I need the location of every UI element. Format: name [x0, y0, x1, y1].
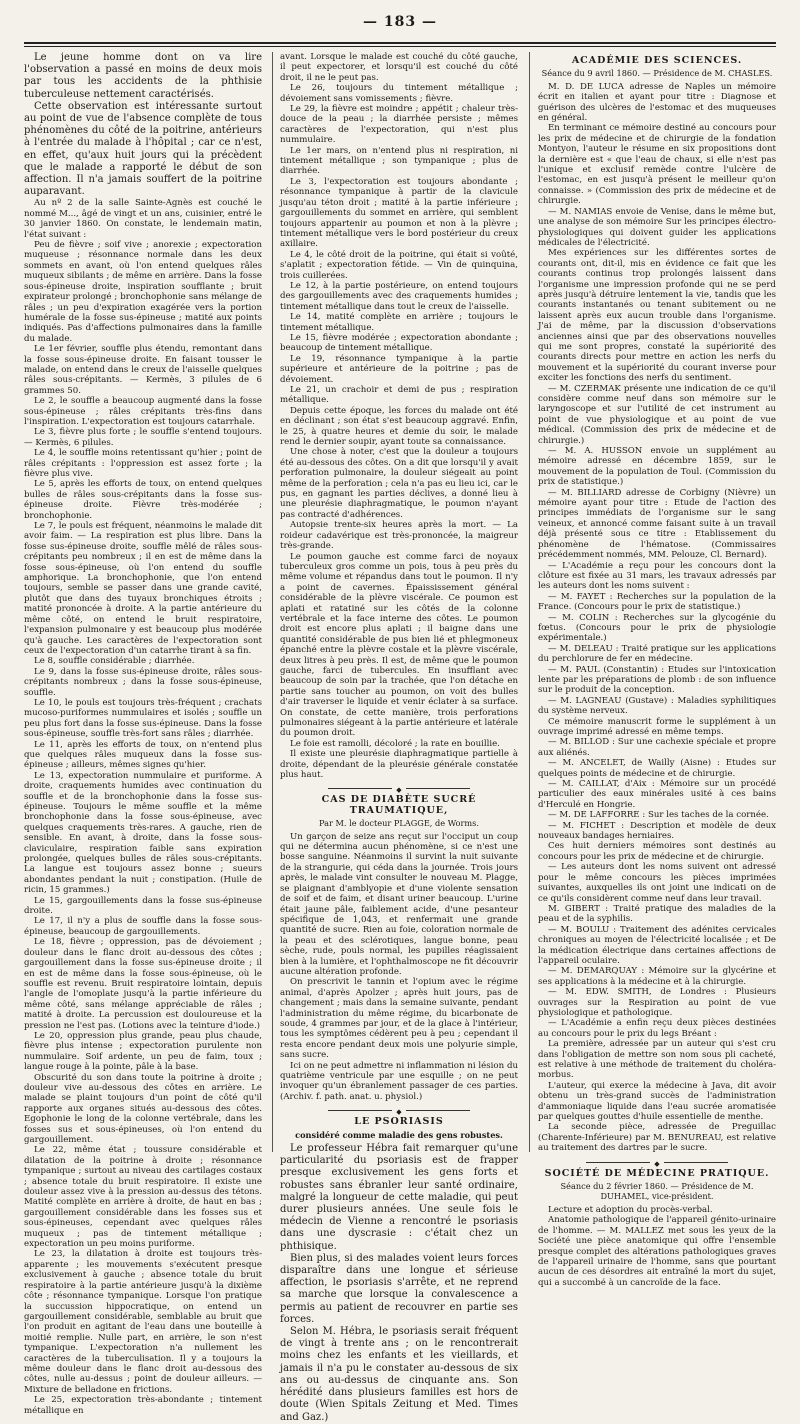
col3-paragraph: — M. CAILLAT, d'Aix : Mémoire sur un procédé particulier des eaux minérales usité à ces bains d'Herculé en Hongrie. — [538, 779, 776, 810]
column-3 — [538, 52, 776, 1288]
col1-paragraph: Le 9, dans la fosse sus-épineuse droite, râles sous-crépitants nombreux ; dans la fosse sous-épineuse, souffle. — [24, 666, 262, 698]
col2-paragraph: Le professeur Hébra fait remarquer qu'une particularité du psoriasis est de frapper presque exclusivement les gens forts et robustes sans ébranler leur santé ordinaire, malgré la longueur de cette maladie, qui peut durer plusieurs années. Une seule fois le médecin de Vienne a rencontré le psoriasis dans une dyscrasie : c'était chez un phthisique. — [280, 1143, 518, 1252]
session-date: Séance du 9 avril 1860. — Présidence de M. CHASLES. — [541, 68, 773, 79]
col3-paragraph: — M. A. HUSSON envoie un supplément au mémoire adressé en décembre 1859, sur le mouvement de la population de Toul. (Commission du prix de statistique.) — [538, 446, 776, 488]
col2-paragraph: Une chose à noter, c'est que la douleur a toujours été au-dessous des côtes. On a dit que lorsqu'il y avait perforation pulmonaire, la douleur siégeait au point même de la perforation ; cela n'a pas eu lieu ici, car le pus, en gagnant les parties déclives, a donné lieu à une pleurésie diaphragmatique, le poumon n'ayant pas contracté d'adhérences. — [280, 447, 518, 520]
section-title-diabete: CAS DE DIABÈTE SUCRÉ TRAUMATIQUE, — [321, 794, 477, 816]
section-divider: ◆ — [280, 785, 518, 791]
col1-paragraph: Le 23, la dilatation à droite est toujours très-apparente ; les mouvements s'exécutent presque exclusivement à gauche ; absence totale du bruit respiratoire à la partie antérieure jusqu'à la dixième côte ; résonnance tympanique. Lorsque l'on pratique la succussion hippocratique, on entend un gargouillement considérable, semblable au bruit que l'on produit en agitant de l'eau dans une bouteille à moitié remplie. Nulle part, en arrière, le son n'est tympanique. L'expectoration n'a nullement les caractères de la tuberculisation. Il y a toujours la même douleur dans le flanc droit au-dessous des côtes, nulle au-dessus ; point de douleur ailleurs. — Mixture de belladone en frictions. — [24, 1249, 262, 1395]
col1-paragraph: Le 5, après les efforts de toux, on entend quelques bulles de râles sous-crépitants dans la fosse sus-épineuse droite. Fièvre très-modérée ; bronchophonie. — [24, 479, 262, 521]
col1-paragraph: Le 7, le pouls est fréquent, néanmoins le malade dit avoir faim. — La respiration est plus libre. Dans la fosse sus-épineuse droite, souffle mêlé de râles sous-crépitants peu nombreux ; il en est de même dans la fosse sous-épineuse, où l'on entend du souffle amphorique. La bronchophonie, que l'on entend toujours, semble se passer dans une grande cavité, plutôt que dans des tuyaux bronchiques étroits ; matité prononcée à droite. A la partie antérieure du même côté, on entend le bruit respiratoire, l'expansion pulmonaire y est beaucoup plus modérée qu'à gauche. Les caractères de l'expectoration sont ceux de l'expectoration d'un catarrhe tirant à sa fin. — [24, 521, 262, 656]
header-rule-thin — [24, 46, 776, 47]
col1-paragraph: Obscurité du son dans toute la poitrine à droite ; douleur vive au-dessous des côtes en arrière. Le malade se plaint toujours d'un point de côté qu'il rapporte aux organes situés au-dessous des côtes. Egophonie le long de la colonne vertébrale, dans les fosses sus et sous-épineuses, où l'on entend du gargouillement. — [24, 1072, 262, 1145]
section-title-academie: ACADÉMIE DES SCIENCES. — [571, 55, 743, 66]
col3-paragraph: M. D. DE LUCA adresse de Naples un mémoire écrit en italien et ayant pour titre : Diagnose et guérison des ulcères de l'estomac et des muqueuses en général. — [538, 81, 776, 124]
col2-paragraph: Le 26, toujours du tintement métallique ; dévoiement sans vomissements ; fièvre. — [280, 83, 518, 104]
col3-paragraph: Mes expériences sur les différentes sortes de courants ont, dit-il, mis en évidence ce fait que les courants continus trop prolongés laissent dans l'organisme une impression profonde qui ne se perd après jusqu'à détruire lentement la vie, tandis que les courants instantanés ou tenant subitement ou ne laissent après eux aucun trouble dans l'organisme. J'ai de même, par la discussion d'observations anciennes ainsi que par des observations nouvelles qui me sont propres, constaté la supériorité des courants directs pour mettre en action les nerfs du mouvement et la supériorité du courant inverse pour exciter les fonctions des nerfs du sentiment. — [538, 248, 776, 384]
col1-paragraph: Le 3, fièvre plus forte ; le souffle s'entend toujours. — Kermès, 6 pilules. — [24, 427, 262, 448]
col2-paragraph: Le 14, matité complète en arrière ; toujours le tintement métallique. — [280, 312, 518, 333]
col1-paragraph: Le 17, il n'y a plus de souffle dans la fosse sous-épineuse, beaucoup de gargouillements. — [24, 916, 262, 937]
col3-paragraph: — M. BILLOD : Sur une cachexie spéciale et propre aux aliénés. — [538, 737, 776, 758]
col2-paragraph: Le 1er mars, on n'entend plus ni respiration, ni tintement métallique ; son tympanique ; plus de diarrhée. — [280, 145, 518, 177]
section-title-societe: SOCIÉTÉ DE MÉDECINE PRATIQUE. — [544, 1167, 770, 1179]
newspaper-page — [24, 0, 776, 1423]
col1-paragraph: Le 1er février, souffle plus étendu, remontant dans la fosse sous-épineuse droite. En faisant tousser le malade, on entend dans le creux de l'aisselle quelques râles sous-crépitants. — Kermès, 3 pilules de 6 grammes 50. — [24, 344, 262, 396]
col2-paragraph: Le 3, l'expectoration est toujours abondante ; résonnance tympanique à partir de la clavicule jusqu'au téton droit ; matité à la partie inférieure ; gargouillements du sommet en arrière, qui semblent toujours appartenir au poumon et non à la plèvre ; tintement métallique vers le bord postérieur du creux axillaire. — [280, 176, 518, 250]
col1-paragraph: Le 15, gargouillements dans la fosse sus-épineuse droite. — [24, 895, 262, 917]
session-date: Séance du 2 février 1860. — Présidence de M. DUHAMEL, vice-président. — [560, 1181, 754, 1202]
col3-paragraph: — M. ANCELET, de Wailly (Aisne) : Etudes sur quelques points de médecine et de chirurgie. — [538, 758, 776, 779]
col3-paragraph: En terminant ce mémoire destiné au concours pour les prix de médecine et de chirurgie de la fondation Montyon, l'auteur le résume en six propositions dont la dernière est « que l'eau de chaux, si elle n'est pas l'unique et exclusif remède contre l'ulcère de l'estomac, en est jusqu'à présent le meilleur qu'on connaisse. » (Commission des prix de médecine et de chirurgie. — [538, 123, 776, 207]
col3-paragraph: — M. PAUL (Constantin) : Etudes sur l'intoxication lente par les préparations de plomb : de son influence sur le produit de la conception. — [538, 664, 776, 696]
col3-paragraph: Lecture et adoption du procès-verbal. — [548, 1204, 713, 1215]
section-title-psoriasis: LE PSORIASIS — [354, 1116, 444, 1128]
col2-paragraph: Le 12, à la partie postérieure, on entend toujours des gargouillements avec des craquements humides ; tintement métallique dans tout le creux de l'aisselle. — [280, 280, 518, 312]
col2-paragraph: On prescrivit le tannin et l'opium avec le régime animal, d'après Apolzer ; après huit jours, pas de changement ; mais dans la semaine suivante, pendant l'administration du même régime, du bicarbonate de soude, 4 grammes par jour, et de la glace à l'intérieur, tous les symptômes cédèrent peu à peu ; cependant il resta encore pendant deux mois une polyurie simple, sans sucre. — [280, 977, 518, 1061]
col2-paragraph: Le 15, fièvre modérée ; expectoration abondante ; beaucoup de tintement métallique. — [280, 332, 518, 354]
col1-paragraph: Cette observation est intéressante surtout au point de vue de l'absence complète de tous phénomènes du côté de la poitrine, antérieurs à l'entrée du malade à l'hôpital ; car ce n'est, en effet, qu'aux huit jours qui la précèdent que le malade a rapporté le début de son affection. Il n'a jamais souffert de la poitrine auparavant. — [24, 100, 262, 198]
col3-paragraph: — M. COLIN : Recherches sur la glycogénie du fœtus. (Concours pour le prix de physiologie expérimentale.) — [538, 612, 776, 644]
col3-paragraph: Ces huit derniers mémoires sont destinés au concours pour les prix de médecine et de chirurgie. — [538, 841, 776, 862]
col1-paragraph: Le 4, le souffle moins retentissant qu'hier ; point de râles crépitants : l'oppression est assez forte ; la fièvre plus vive. — [24, 448, 262, 479]
col3-paragraph: M. GIBERT : Traité pratique des maladies de la peau et de la syphilis. — [538, 903, 776, 925]
col3-paragraph: — M. DE LAFFORRE : Sur les taches de la cornée. — [548, 810, 769, 821]
col2-paragraph: Un garçon de seize ans reçut sur l'occiput un coup qui ne détermina aucun phénomène, si ce n'est une bosse sanguine. Néanmoins il survint la nuit suivante de la strangurie, qui céda dans la journée. Trois jours après, le malade vint consulter le nouveau M. Plagge, se plaignant d'amblyopie et d'une violente sensation de soif et de faim, et disant uriner beaucoup. L'urine était jaune pâle, faiblement acide, d'une pesanteur spécifique de 1,043, et renfermait une grande quantité de sucre. Rien au foie, coloration normale de la peau et des sclérotiques, langue bonne, peau sèche, rude, pouls normal, les pupilles réagissaient bien à la lumière, et l'ophthalmoscope ne fit découvrir aucune altération profonde. — [280, 831, 518, 977]
column-divider — [529, 52, 530, 1152]
col1-paragraph: Le 18, fièvre ; oppression, pas de dévoiement ; douleur dans le flanc droit au-dessous des côtes ; gargouillement dans la fosse sus-épineuse droite ; il en est de même dans la fosse sous-épineuse, où le souffle est revenu. Bruit respiratoire lointain, depuis l'angle de l'omoplate jusqu'à la partie inférieure du même côté, sans mélange appréciable de râles ; matité à droite. La percussion est douloureuse et la pression ne l'est pas. (Lotions avec la teinture d'iode.) — [24, 937, 262, 1031]
col2-paragraph: Autopsie trente-six heures après la mort. — La roideur cadavérique est très-prononcée, la maigreur très-grande. — [280, 520, 518, 552]
col1-paragraph: Le 13, expectoration nummulaire et puriforme. A droite, craquements humides avec continuation du souffle et de la bronchophonie dans la fosse sus-épineuse. Toujours le même souffle et la même bronchophonie dans la fosse sous-épineuse, avec quelques craquements très-rares. A gauche, rien de sensible. En avant, à droite, dans la fosse sous-claviculaire, respiration faible sans expiration prolongée, quelques bulles de râles sous-crépitants. La langue est toujours assez bonne ; sueurs abondantes pendant la nuit ; constipation. (Huile de ricin, 15 grammes.) — [24, 770, 262, 896]
col3-paragraph: — M. BOULU : Traitement des adénites cervicales chroniques au moyen de l'électricité localisée ; et De la médication électrique dans certaines affections de l'appareil oculaire. — [538, 924, 776, 966]
col3-paragraph: — M. FICHET : Description et modèle de deux nouveaux bandages herniaires. — [538, 820, 776, 842]
col1-paragraph: Le 20, oppression plus grande, peau plus chaude, fièvre plus intense ; expectoration purulente non nummulaire. Soif ardente, un peu de faim, toux ; langue rouge à la pointe, pâle à la base. — [24, 1030, 262, 1073]
column-1 — [24, 52, 262, 1416]
header-rule — [24, 42, 776, 44]
col1-paragraph: Au nº 2 de la salle Sainte-Agnès est couché le nommé M..., âgé de vingt et un ans, cuisinier, entré le 30 janvier 1860. On constate, le lendemain matin, l'état suivant : — [24, 198, 262, 240]
col1-paragraph: Le jeune homme dont on va lire l'observation a passé en moins de deux mois par tous les accidents de la phthisie tuberculeuse nettement caractérisés. — [24, 52, 262, 100]
col2-paragraph: avant. Lorsque le malade est couché du côté gauche, il peut expectorer, et lorsqu'il est couché du côté droit, il ne le peut pas. — [280, 52, 518, 83]
section-divider: ◆ — [280, 1107, 518, 1113]
col1-paragraph: Le 22, même état ; toussure considérable et dilatation de la poitrine à droite ; résonnance tympanique ; surtout au niveau des cartilages costaux ; absence totale du bruit respiratoire. Il existe une douleur assez vive à la pression au-dessus des tétons. Matité complète en arrière à droite, de haut en bas ; gargouillement considérable dans les fosses sus et sous-épineuses, cependant avec quelques râles muqueux ; pas de tintement métallique ; expectoration un peu moins puriforme. — [24, 1145, 262, 1250]
col3-paragraph: La seconde pièce, adressée de Preguillac (Charente-Inférieure) par M. BENUREAU, est relative au traitement des dartres par le sucre. — [538, 1122, 776, 1154]
col3-paragraph: — L'Académie a reçu pour les concours dont la clôture est fixée au 31 mars, les travaux adressés par les auteurs dont les noms suivent : — [538, 560, 776, 592]
col3-paragraph: — L'Académie a enfin reçu deux pièces destinées au concours pour le prix du legs Bréant : — [538, 1018, 776, 1039]
col3-paragraph: Anatomie pathologique de l'appareil génito-urinaire de l'homme. — M. MALLEZ met sous les yeux de la Société une pièce anatomique qui offre l'ensemble presque complet des altérations pathologiques graves de l'appareil urinaire de l'homme, sans que pourtant aucun de ces désordres ait entraîné la mort du sujet, qui a succombé à un cancroïde de la face. — [538, 1215, 776, 1288]
col3-paragraph: — M. EDW. SMITH, de Londres : Plusieurs ouvrages sur la Respiration au point de vue physiologique et pathologique. — [538, 987, 776, 1018]
col3-paragraph: — M. BILLIARD adresse de Corbigny (Nièvre) un mémoire ayant pour titre : Etude de l'action des principes immédiats de l'organisme sur le sang veineux, et annoncé comme faisant suite à un travail déjà présenté sous ce titre : Etablissement du phénomène de l'hématose. (Commissaires précédemment nommés, MM. Pelouze, Cl. Bernard). — [538, 487, 776, 561]
section-divider: ◆ — [538, 1159, 776, 1165]
col3-paragraph: L'auteur, qui exerce la médecine à Java, dit avoir obtenu un très-grand succès de l'administration d'ammoniaque liquide dans l'eau sucrée aromatisée par quelques gouttes d'huile essentielle de menthe. — [538, 1080, 776, 1123]
column-divider — [272, 52, 273, 1152]
col2-paragraph: Le 4, le côté droit de la poitrine, qui était si voûté, s'aplatit ; expectoration fétide. — Vin de quinquina, trois cuillerées. — [280, 249, 518, 281]
col1-paragraph: Le 8, souffle considérable ; diarrhée. — [34, 656, 195, 667]
section-subtitle-text: considéré comme maladie des gens robustes. — [295, 1129, 503, 1140]
col3-paragraph: — M. DEMARQUAY : Mémoire sur la glycérine et ses applications à la médecine et à la chirurgie. — [538, 966, 776, 987]
col3-paragraph: — M. LAGNEAU (Gustave) : Maladies syphilitiques du système nerveux. — [538, 695, 776, 717]
col3-paragraph: — M. NAMIAS envoie de Venise, dans le même but, une analyse de son mémoire Sur les principes électro-physiologiques qui doivent guider les applications médicales de l'électricité. — [538, 206, 776, 248]
col3-paragraph: — M. CZERMAK présente une indication de ce qu'il considère comme neuf dans son mémoire sur le laryngoscope et sur l'utilité de cet instrument au point de vue physiologique et au point de vue médical. (Commission des prix de médecine et de chirurgie.) — [538, 383, 776, 446]
section-subtitle — [280, 1130, 518, 1140]
col1-paragraph: Le 25, expectoration très-abondante ; tintement métallique en — [24, 1395, 262, 1416]
col1-paragraph: Le 10, le pouls est toujours très-fréquent ; crachats mucoso-puriformes nummulaires et isolés ; souffle un peu plus fort dans la fosse sus-épineuse. Dans la fosse sous-épineuse, souffle très-fort sans râles ; diarrhée. — [24, 697, 262, 740]
col2-paragraph: Le 19, résonnance tympanique à la partie supérieure et antérieure de la poitrine ; pas de dévoiement. — [280, 353, 518, 385]
col1-paragraph: Le 11, après les efforts de toux, on n'entend plus que quelques râles muqueux dans la fosse sus-épineuse ; ailleurs, mêmes signes qu'hier. — [24, 739, 262, 771]
col2-paragraph: Il existe une pleurésie diaphragmatique partielle à droite, dépendant de la pleurésie générale constatée plus haut. — [280, 749, 518, 781]
page-number: — 183 — — [363, 14, 437, 30]
col3-paragraph: — M. FAYET : Recherches sur la population de la France. (Concours pour le prix de statistique.) — [538, 591, 776, 613]
col3-paragraph: Ce mémoire manuscrit forme le supplément à un ouvrage imprimé adressé en même temps. — [538, 716, 776, 737]
col2-paragraph: Selon M. Hébra, le psoriasis serait fréquent de vingt à trente ans ; on le rencontrerait moins chez les enfants et les vieillards, et jamais il n'a pu le constater au-dessous de six ans ou au-dessus de cinquante ans. Son hérédité dans plusieurs familles est hors de doute (Wien Spitals Zeitung et Med. Times and Gaz.) — [280, 1326, 518, 1423]
col2-paragraph: Ici on ne peut admettre ni inflammation ni lésion du quatrième ventricule par une esquille ; on ne peut invoquer qu'un ébranlement passager de ces parties. (Archiv. f. path. anat. u. physiol.) — [280, 1060, 518, 1102]
col2-paragraph: Le foie est ramolli, décoloré ; la rate en bouillie. — [290, 738, 500, 749]
col3-paragraph: — M. DELEAU : Traité pratique sur les applications du perchlorure de fer en médecine. — [538, 643, 776, 665]
col1-paragraph: Peu de fièvre ; soif vive ; anorexie ; expectoration muqueuse ; résonnance normale dans les deux sommets en avant, où l'on entend quelques râles muqueux sibilants ; de même en arrière. Dans la fosse sous-épineuse droite, inspiration soufflante ; bruit expirateur prolongé ; bronchophonie sans mélange de râles ; un peu d'expiration exagérée vers la portion humérale de la fosse sus-épineuse ; matité aux points indiqués. Pas d'affections pulmonaires dans la famille du malade. — [24, 240, 262, 344]
col2-paragraph: Le poumon gauche est comme farci de noyaux tuberculeux gros comme un pois, tous à peu près du même volume et répandus dans tout le poumon. Il n'y a point de cavernes. Épaississement général considérable de la plèvre viscérale. Ce poumon est aplati et ratatiné sur les côtés de la colonne vertébrale et la face interne des côtes. Le poumon droit est encore plus aplati ; il baigne dans une quantité considérable de pus bien lié et phlegmoneux épanché entre la plèvre costale et la plèvre viscérale, deux litres à peu près. Il est, de même que le poumon gauche, farci de tubercules. En insufflant avec beaucoup de soin par la trachée, que l'on détache en partie sans toucher au poumon, on voit des bulles d'air traverser le liquide et venir éclater à sa surface. On constate, de cette manière, trois perforations pulmonaires siégeant à la partie antérieure et latérale du poumon droit. — [280, 551, 518, 739]
col2-paragraph: Le 29, la fièvre est moindre ; appétit ; chaleur très-douce de la peau ; la diarrhée persiste ; mêmes caractères de l'expectoration, qui n'est plus nummulaire. — [280, 104, 518, 146]
column-2 — [280, 52, 518, 1423]
col2-paragraph: Bien plus, si des malades voient leurs forces disparaître dans une longue et sérieuse affection, le psoriasis s'arrête, et ne reprend sa marche que lorsque la convalescence a permis au patient de recouvrer en partie ses forces. — [280, 1252, 518, 1325]
section-author: Par M. le docteur PLAGGE, de Worms. — [319, 818, 479, 829]
col3-paragraph: — Les auteurs dont les noms suivent ont adressé pour le même concours les pièces imprimées suivantes, auxquelles ils ont joint une indicati on de ce qu'ils considèrent comme neuf dans leur travail. — [538, 862, 776, 904]
col3-paragraph: La première, adressée par un auteur qui s'est cru dans l'obligation de mettre son nom sous pli cacheté, est relative à une méthode de traitement du choléra-morbus. — [538, 1039, 776, 1081]
col2-paragraph: Le 21, un crachoir et demi de pus ; respiration métallique. — [280, 385, 518, 406]
col2-paragraph: Depuis cette époque, les forces du malade ont été en déclinant ; son état s'est beaucoup aggravé. Enfin, le 25, à quatre heures et demie du soir, le malade rend le dernier soupir, ayant toute sa connaissance. — [280, 405, 518, 448]
col1-paragraph: Le 2, le souffle a beaucoup augmenté dans la fosse sous-épineuse ; râles crépitants très-fins dans l'inspiration. L'expectoration est toujours catarrhale. — [24, 396, 262, 427]
